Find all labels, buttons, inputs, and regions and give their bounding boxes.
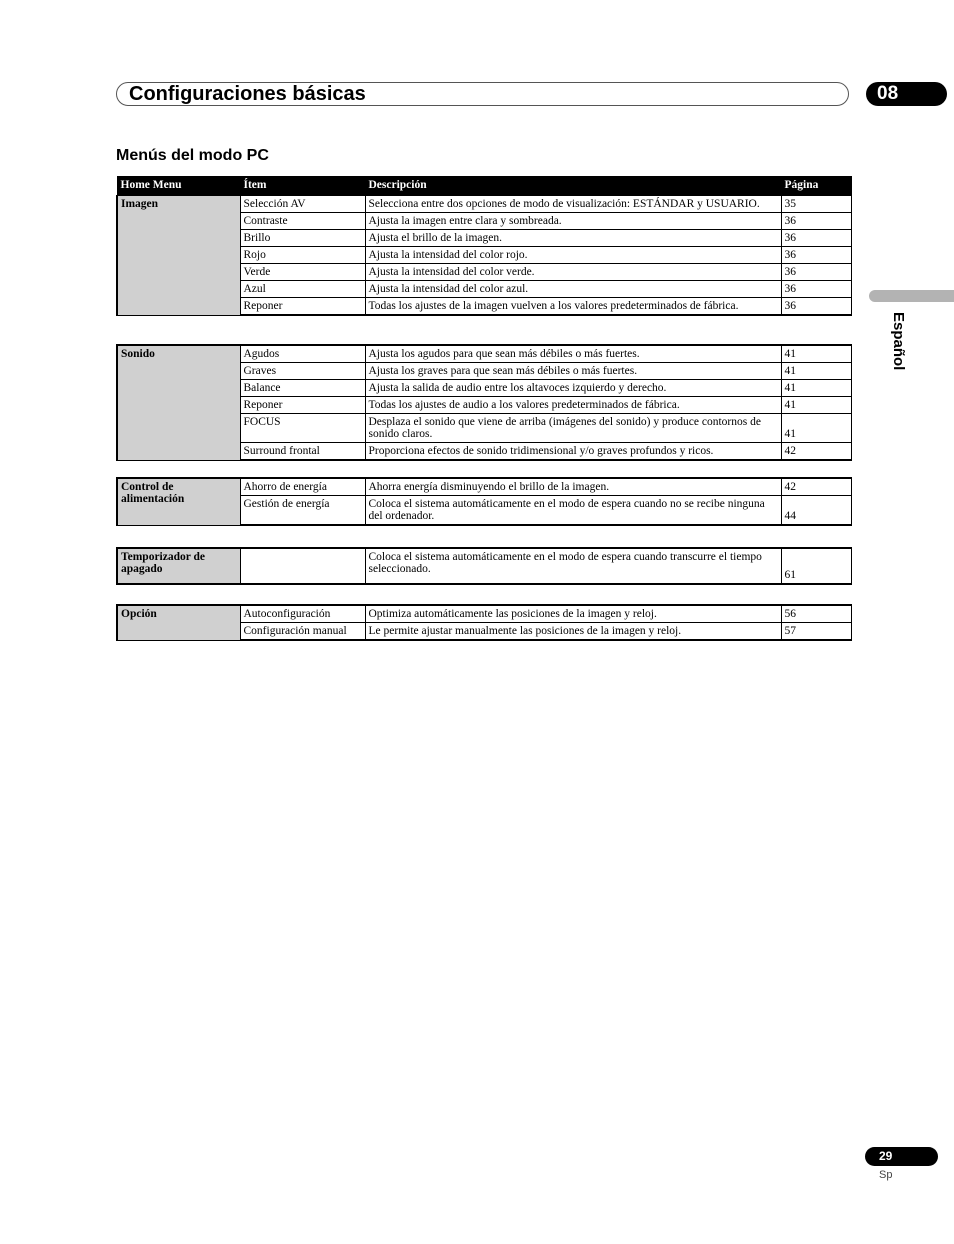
menu-table-imagen — [116, 176, 852, 316]
description-cell: Ajusta la intensidad del color azul. — [365, 281, 781, 298]
description-cell: Proporciona efectos de sonido tridimensional y/o graves profundos y ricos. — [365, 443, 781, 461]
menu-table-sonido — [116, 344, 852, 461]
description-cell: Ajusta los agudos para que sean más débiles o más fuertes. — [365, 345, 781, 363]
item-cell: Gestión de energía — [240, 496, 365, 526]
description-cell: Selecciona entre dos opciones de modo de visualización: ESTÁNDAR y USUARIO. — [365, 196, 781, 213]
item-cell: Graves — [240, 363, 365, 380]
item-cell: Balance — [240, 380, 365, 397]
description-cell: Ajusta la imagen entre clara y sombreada. — [365, 213, 781, 230]
language-tab-bar — [869, 290, 954, 302]
page-cell: 57 — [781, 623, 851, 641]
item-cell: Configuración manual — [240, 623, 365, 641]
table-row — [117, 196, 851, 213]
menu-table-temporizador — [116, 547, 852, 585]
page-cell: 36 — [781, 298, 851, 316]
item-cell: Agudos — [240, 345, 365, 363]
item-cell: FOCUS — [240, 414, 365, 443]
chapter-title: Configuraciones básicas — [129, 83, 366, 105]
page-cell: 41 — [781, 414, 851, 443]
page-cell: 56 — [781, 605, 851, 623]
description-cell: Ahorra energía disminuyendo el brillo de la imagen. — [365, 478, 781, 496]
page-cell: 36 — [781, 281, 851, 298]
item-cell — [240, 548, 365, 584]
section-title: Menús del modo PC — [116, 147, 269, 164]
chapter-title-bar — [116, 82, 849, 106]
language-tab-label: Español — [890, 312, 907, 371]
page-number-badge — [865, 1147, 938, 1166]
description-cell: Ajusta el brillo de la imagen. — [365, 230, 781, 247]
item-cell: Azul — [240, 281, 365, 298]
item-cell: Reponer — [240, 298, 365, 316]
page-cell: 41 — [781, 397, 851, 414]
item-cell: Verde — [240, 264, 365, 281]
description-cell: Ajusta la intensidad del color rojo. — [365, 247, 781, 264]
page-cell: 41 — [781, 345, 851, 363]
chapter-number: 08 — [877, 83, 899, 104]
description-cell: Optimiza automáticamente las posiciones de la imagen y reloj. — [365, 605, 781, 623]
table-header-row — [117, 177, 851, 196]
page-cell: 35 — [781, 196, 851, 213]
page-cell: 41 — [781, 380, 851, 397]
page-cell: 41 — [781, 363, 851, 380]
page-language-code: Sp — [879, 1169, 893, 1181]
page-number: 29 — [879, 1149, 893, 1163]
category-cell: Opción — [117, 605, 240, 640]
page-cell: 42 — [781, 478, 851, 496]
description-cell: Coloca el sistema automáticamente en el modo de espera cuando no se recibe ninguna del ordenador. — [365, 496, 781, 526]
category-cell: Imagen — [117, 196, 240, 316]
description-cell: Coloca el sistema automáticamente en el modo de espera cuando transcurre el tiempo seleccionado. — [365, 548, 781, 584]
page-cell: 36 — [781, 230, 851, 247]
description-cell: Ajusta la salida de audio entre los altavoces izquierdo y derecho. — [365, 380, 781, 397]
page-cell: 36 — [781, 213, 851, 230]
category-cell: Temporizador de apagado — [117, 548, 240, 584]
page-cell: 42 — [781, 443, 851, 461]
table-row — [117, 548, 851, 584]
description-cell: Desplaza el sonido que viene de arriba (imágenes del sonido) y produce contornos de sonido claros. — [365, 414, 781, 443]
header-item: Ítem — [240, 177, 365, 196]
table-row — [117, 605, 851, 623]
item-cell: Selección AV — [240, 196, 365, 213]
item-cell: Contraste — [240, 213, 365, 230]
description-cell: Ajusta la intensidad del color verde. — [365, 264, 781, 281]
header-page: Página — [781, 177, 851, 196]
menu-table-opcion — [116, 604, 852, 641]
item-cell: Brillo — [240, 230, 365, 247]
page-cell: 44 — [781, 496, 851, 526]
header-home-menu: Home Menu — [117, 177, 240, 196]
description-cell: Le permite ajustar manualmente las posiciones de la imagen y reloj. — [365, 623, 781, 641]
description-cell: Todas los ajustes de audio a los valores predeterminados de fábrica. — [365, 397, 781, 414]
page-cell: 36 — [781, 247, 851, 264]
header-description: Descripción — [365, 177, 781, 196]
menu-table-control-alimentacion — [116, 477, 852, 526]
table-row — [117, 345, 851, 363]
description-cell: Todas los ajustes de la imagen vuelven a los valores predeterminados de fábrica. — [365, 298, 781, 316]
page-cell: 36 — [781, 264, 851, 281]
category-cell: Control de alimentación — [117, 478, 240, 525]
page-cell: 61 — [781, 548, 851, 584]
description-cell: Ajusta los graves para que sean más débiles o más fuertes. — [365, 363, 781, 380]
item-cell: Rojo — [240, 247, 365, 264]
table-row — [117, 478, 851, 496]
item-cell: Surround frontal — [240, 443, 365, 461]
category-cell: Sonido — [117, 345, 240, 460]
item-cell: Reponer — [240, 397, 365, 414]
item-cell: Autoconfiguración — [240, 605, 365, 623]
chapter-number-badge — [866, 82, 947, 106]
item-cell: Ahorro de energía — [240, 478, 365, 496]
